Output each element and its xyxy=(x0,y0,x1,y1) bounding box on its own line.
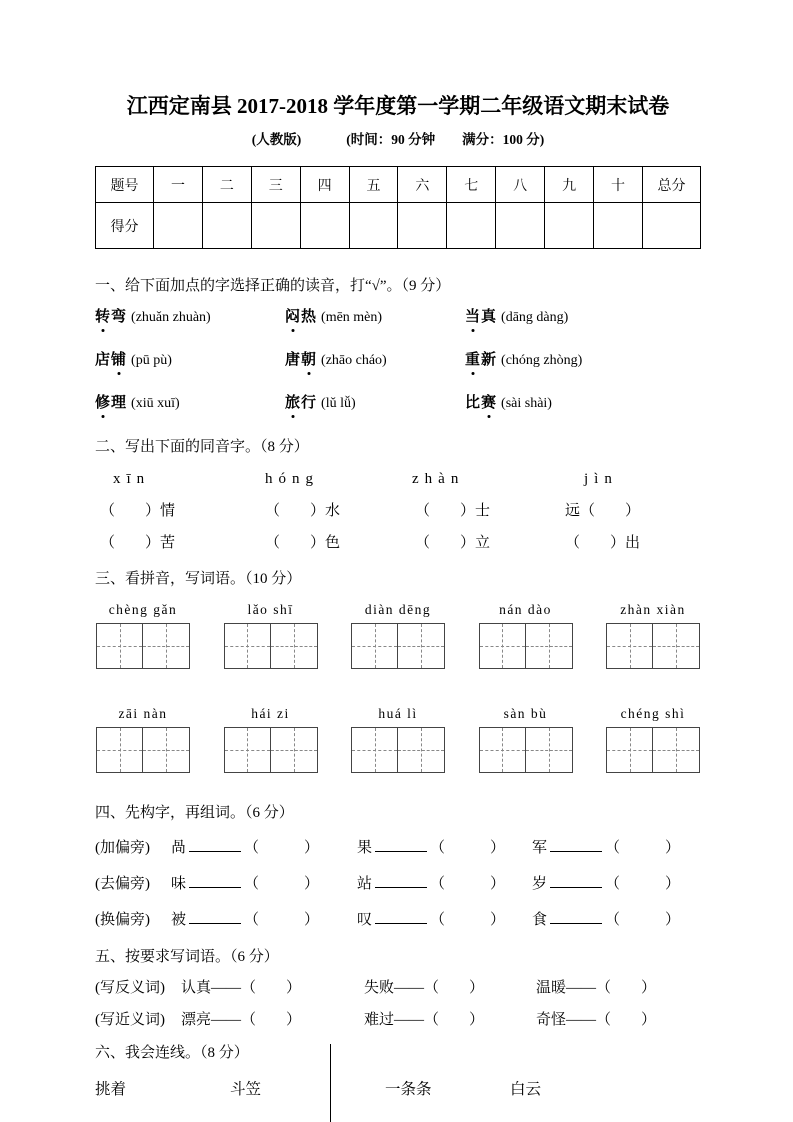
word xyxy=(95,309,127,325)
pinyin-options: (dāng dàng) xyxy=(501,310,569,325)
answer-blank xyxy=(550,838,602,852)
phonetic-choice-item xyxy=(285,392,465,415)
writing-cell xyxy=(97,624,143,668)
dotted-char: 当 xyxy=(465,306,481,328)
writing-cell xyxy=(607,624,653,668)
paren-blank: （ ） xyxy=(244,876,320,892)
word-building-row xyxy=(95,837,701,859)
row-label: (去偏旁) xyxy=(95,876,150,892)
word-part: 行 xyxy=(301,395,318,411)
word-building-row xyxy=(95,873,701,895)
source-word: 漂亮 xyxy=(181,1012,212,1028)
homophone-blank: （ ）苦 xyxy=(100,535,176,551)
writing-cell xyxy=(271,728,317,772)
pinyin-word-group xyxy=(605,601,701,669)
pinyin-label: zhàn xiàn xyxy=(620,602,686,617)
col-header: 八 xyxy=(496,167,545,203)
word xyxy=(285,395,317,411)
pinyin-label: xīn xyxy=(113,471,151,487)
matching-item: 白云 xyxy=(510,1081,542,1098)
dash: —— xyxy=(211,1012,242,1028)
writing-grid xyxy=(224,623,318,669)
col-header: 七 xyxy=(447,167,496,203)
word-part: 比 xyxy=(465,395,482,411)
homophone-blank: （ ）立 xyxy=(415,535,491,551)
homophone-pinyin-row xyxy=(95,469,701,489)
score-cell xyxy=(154,203,203,249)
phonetic-choice-item xyxy=(285,306,465,329)
col-header: 三 xyxy=(251,167,300,203)
phonetic-choice-item xyxy=(95,306,285,329)
word xyxy=(285,309,317,325)
word-building-item xyxy=(532,837,701,859)
pinyin-options: (zhāo cháo) xyxy=(321,353,387,368)
word xyxy=(95,352,127,368)
paren-blank: （ ） xyxy=(430,840,506,856)
section-1-title: 一、给下面加点的字选择正确的读音，打“√”。（9 分） xyxy=(95,278,451,294)
pinyin-label: hóng xyxy=(265,471,319,487)
homophone-blank: （ ）色 xyxy=(265,535,341,551)
row-label: (换偏旁) xyxy=(95,912,150,928)
section-4-title: 四、先构字，再组词。（6 分） xyxy=(95,805,294,821)
answer-blank xyxy=(375,910,427,924)
writing-cell xyxy=(398,728,444,772)
homophone-blank: （ ）出 xyxy=(565,535,641,551)
answer-blank xyxy=(189,910,241,924)
pinyin-word-group xyxy=(478,705,574,773)
word-item xyxy=(536,1009,701,1031)
phonetic-choice-row xyxy=(95,349,701,372)
phonetic-choice-item xyxy=(95,349,285,372)
pinyin-label: zhàn xyxy=(412,471,465,487)
page-title: 江西定南县 2017-2018 学年度第一学期二年级语文期末试卷 xyxy=(126,94,670,118)
pinyin-options: (zhuǎn zhuàn) xyxy=(131,310,211,325)
writing-cell xyxy=(526,728,572,772)
word-item xyxy=(536,977,701,999)
word-part: 唐 xyxy=(285,352,302,368)
dash: —— xyxy=(566,1012,597,1028)
col-header: 九 xyxy=(545,167,594,203)
row-label: (写近义词) xyxy=(95,1012,165,1028)
base-char: 岁 xyxy=(532,876,548,892)
pinyin-label: huá lì xyxy=(378,706,418,721)
section-6-title: 六、我会连线。（8 分） xyxy=(95,1045,249,1061)
paren-blank: （ ） xyxy=(430,876,506,892)
pinyin-word-group xyxy=(223,601,319,669)
score-cell xyxy=(300,203,349,249)
pinyin-label: zāi nàn xyxy=(118,706,168,721)
pinyin-word-group xyxy=(350,705,446,773)
word-part: 店 xyxy=(95,352,112,368)
matching-row xyxy=(95,1079,701,1101)
dotted-char: 转 xyxy=(95,306,111,328)
word-building-item xyxy=(171,909,357,931)
word-building-item xyxy=(532,873,701,895)
pinyin-word-group xyxy=(478,601,574,669)
word-part: 新 xyxy=(481,352,498,368)
score-row xyxy=(96,203,701,249)
word xyxy=(95,395,127,411)
word-item xyxy=(181,977,364,999)
dotted-char: 铺 xyxy=(111,349,127,371)
phonetic-choice-item xyxy=(95,392,285,415)
pinyin-options: (lǔ lǚ) xyxy=(321,396,356,411)
paren-blank: （ ） xyxy=(596,980,657,996)
score-cell xyxy=(349,203,398,249)
word-item xyxy=(364,977,536,999)
word-building-item xyxy=(171,873,357,895)
score-cell xyxy=(251,203,300,249)
writing-cell xyxy=(653,624,699,668)
writing-grid xyxy=(606,727,700,773)
word-part: 热 xyxy=(301,309,318,325)
paren-blank: （ ） xyxy=(424,1012,485,1028)
answer-blank xyxy=(375,874,427,888)
score-cell xyxy=(594,203,643,249)
dash: —— xyxy=(566,980,597,996)
paren-blank: （ ） xyxy=(241,980,302,996)
phonetic-choice-item xyxy=(465,349,701,372)
paren-blank: （ ） xyxy=(605,912,681,928)
answer-blank xyxy=(550,910,602,924)
corner-label: 题号 xyxy=(96,167,154,203)
source-word: 认真 xyxy=(181,980,212,996)
pinyin-word-group xyxy=(223,705,319,773)
base-char: 果 xyxy=(357,840,373,856)
word-building-item xyxy=(357,873,532,895)
dotted-char: 闷 xyxy=(285,306,301,328)
writing-grid xyxy=(96,727,190,773)
homophone-row xyxy=(95,533,701,553)
word-part: 理 xyxy=(111,395,128,411)
writing-cell xyxy=(352,624,398,668)
writing-grid xyxy=(224,727,318,773)
dash: —— xyxy=(394,1012,425,1028)
homophone-blank: （ ）水 xyxy=(265,503,341,519)
score-cell xyxy=(545,203,594,249)
writing-grid xyxy=(351,727,445,773)
pinyin-label: nán dào xyxy=(499,602,552,617)
section-3-title: 三、看拼音，写词语。（10 分） xyxy=(95,571,302,587)
writing-cell xyxy=(607,728,653,772)
pinyin-options: (mēn mèn) xyxy=(321,310,383,325)
pinyin-label: chèng gǎn xyxy=(108,602,178,617)
phonetic-choice-item xyxy=(465,306,701,329)
synonym-antonym-row xyxy=(95,977,701,999)
col-header: 二 xyxy=(202,167,251,203)
answer-blank xyxy=(375,838,427,852)
homophone-blank: （ ）情 xyxy=(100,503,176,519)
dash: —— xyxy=(394,980,425,996)
word-part: 真 xyxy=(481,309,498,325)
question-number-row xyxy=(96,167,701,203)
base-char: 叹 xyxy=(357,912,373,928)
word xyxy=(285,352,317,368)
paren-blank: （ ） xyxy=(605,840,681,856)
pinyin-word-group xyxy=(95,601,191,669)
dash: —— xyxy=(211,980,242,996)
dotted-char: 朝 xyxy=(301,349,317,371)
word-building-item xyxy=(357,909,532,931)
word-part: 弯 xyxy=(111,309,128,325)
base-char: 咼 xyxy=(171,840,187,856)
writing-cell xyxy=(398,624,444,668)
word-building-item xyxy=(357,837,532,859)
homophone-blank: （ ）士 xyxy=(415,503,491,519)
dotted-char: 修 xyxy=(95,392,111,414)
pinyin-label: hái zi xyxy=(251,706,290,721)
paren-blank: （ ） xyxy=(241,1012,302,1028)
edition-label: (人教版) xyxy=(251,132,302,147)
base-char: 军 xyxy=(532,840,548,856)
col-header: 六 xyxy=(398,167,447,203)
phonetic-choice-row xyxy=(95,392,701,415)
exam-info: (时间：90 分钟 满分：100 分) xyxy=(346,132,545,147)
writing-grid xyxy=(479,623,573,669)
score-cell xyxy=(643,203,701,249)
score-cell xyxy=(202,203,251,249)
base-char: 味 xyxy=(171,876,187,892)
paren-blank: （ ） xyxy=(244,912,320,928)
matching-item: 一条条 xyxy=(385,1081,432,1098)
pinyin-label: jìn xyxy=(584,471,618,487)
phonetic-choice-item xyxy=(285,349,465,372)
homophone-blank: 远（ ） xyxy=(565,503,641,519)
writing-cell xyxy=(225,728,271,772)
writing-grid xyxy=(96,623,190,669)
dotted-char: 重 xyxy=(465,349,481,371)
paren-blank: （ ） xyxy=(244,840,320,856)
answer-blank xyxy=(550,874,602,888)
paren-blank: （ ） xyxy=(430,912,506,928)
homophone-row xyxy=(95,501,701,521)
writing-cell xyxy=(271,624,317,668)
matching-item: 斗笠 xyxy=(230,1081,262,1098)
source-word: 失败 xyxy=(364,980,395,996)
paren-blank: （ ） xyxy=(424,980,485,996)
col-header: 四 xyxy=(300,167,349,203)
pinyin-label: sàn bù xyxy=(503,706,548,721)
source-word: 温暖 xyxy=(536,980,567,996)
word-building-item xyxy=(171,837,357,859)
score-label: 得分 xyxy=(96,203,154,249)
pinyin-options: (chóng zhòng) xyxy=(501,353,583,368)
dotted-char: 旅 xyxy=(285,392,301,414)
pinyin-word-group xyxy=(95,705,191,773)
writing-cell xyxy=(480,624,526,668)
writing-cell xyxy=(97,728,143,772)
writing-cell xyxy=(143,728,189,772)
writing-cell xyxy=(225,624,271,668)
writing-grid xyxy=(479,727,573,773)
col-header: 十 xyxy=(594,167,643,203)
source-word: 奇怪 xyxy=(536,1012,567,1028)
col-header: 五 xyxy=(349,167,398,203)
subtitle xyxy=(95,131,701,149)
col-header: 一 xyxy=(154,167,203,203)
word xyxy=(465,309,497,325)
matching-item: 挑着 xyxy=(95,1081,127,1098)
pinyin-options: (xiū xuī) xyxy=(131,396,180,411)
writing-cell xyxy=(526,624,572,668)
pinyin-writing-row xyxy=(95,705,701,773)
writing-grid xyxy=(606,623,700,669)
answer-blank xyxy=(189,874,241,888)
pinyin-label: diàn dēng xyxy=(364,602,432,617)
base-char: 站 xyxy=(357,876,373,892)
pinyin-word-group xyxy=(605,705,701,773)
word xyxy=(465,395,497,411)
column-divider-line xyxy=(330,1044,331,1122)
pinyin-options: (sài shài) xyxy=(501,396,552,411)
score-cell xyxy=(447,203,496,249)
word-item xyxy=(364,1009,536,1031)
score-cell xyxy=(496,203,545,249)
row-label: (写反义词) xyxy=(95,980,165,996)
pinyin-writing-row xyxy=(95,601,701,669)
phonetic-choice-row xyxy=(95,306,701,329)
writing-grid xyxy=(351,623,445,669)
paren-blank: （ ） xyxy=(605,876,681,892)
paren-blank: （ ） xyxy=(596,1012,657,1028)
writing-cell xyxy=(143,624,189,668)
score-cell xyxy=(398,203,447,249)
col-header: 总分 xyxy=(643,167,701,203)
writing-cell xyxy=(653,728,699,772)
dotted-char: 赛 xyxy=(481,392,497,414)
pinyin-options: (pū pù) xyxy=(131,353,172,368)
word-building-row xyxy=(95,909,701,931)
section-2-title: 二、写出下面的同音字。（8 分） xyxy=(95,439,309,455)
pinyin-word-group xyxy=(350,601,446,669)
answer-blank xyxy=(189,838,241,852)
base-char: 被 xyxy=(171,912,187,928)
pinyin-label: chéng shì xyxy=(620,706,686,721)
phonetic-choice-item xyxy=(465,392,701,415)
row-label: (加偏旁) xyxy=(95,840,150,856)
word-item xyxy=(181,1009,364,1031)
writing-cell xyxy=(480,728,526,772)
writing-cell xyxy=(352,728,398,772)
word-building-item xyxy=(532,909,701,931)
word xyxy=(465,352,497,368)
pinyin-label: lǎo shī xyxy=(247,602,294,617)
synonym-antonym-row xyxy=(95,1009,701,1031)
base-char: 食 xyxy=(532,912,548,928)
section-5-title: 五、按要求写词语。（6 分） xyxy=(95,949,279,965)
source-word: 难过 xyxy=(364,1012,395,1028)
score-table xyxy=(95,166,701,249)
